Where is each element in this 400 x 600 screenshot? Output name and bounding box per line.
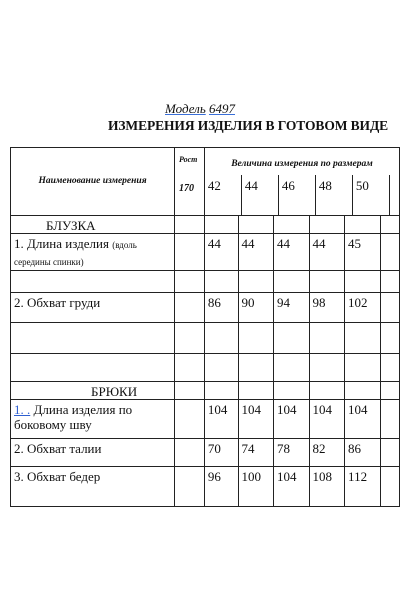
model-number: 6497 xyxy=(209,101,235,116)
table-row: 2. Обхват талии 70 74 78 82 86 xyxy=(11,439,400,467)
header-row xyxy=(11,148,400,216)
table-row-empty xyxy=(11,323,400,354)
header-values: Величина измерения по размерам xyxy=(231,159,373,169)
section-trousers: БРЮКИ xyxy=(11,382,175,400)
row-label-blouse-chest: 2. Обхват груди xyxy=(11,293,175,323)
model-caption xyxy=(0,101,400,117)
rost-value: 170 xyxy=(179,183,195,194)
model-label: Модель xyxy=(165,101,206,116)
document-title: ИЗМЕРЕНИЯ ИЗДЕЛИЯ В ГОТОВОМ ВИДЕ xyxy=(108,118,389,133)
size-48: 48 xyxy=(316,175,353,215)
table-row: 1. . Длина изделия по боковому шву 104 104 104 104 104 xyxy=(11,400,400,439)
table-row: 2. Обхват груди 86 90 94 98 102 xyxy=(11,293,400,323)
measurements-table xyxy=(10,147,400,507)
table-row: 1. Длина изделия (вдоль середины спинки) 44 44 44 44 45 xyxy=(11,234,400,271)
size-44: 44 xyxy=(242,175,279,215)
table-row-empty xyxy=(11,354,400,382)
size-46: 46 xyxy=(279,175,316,215)
row-label-trousers-length: 1. . Длина изделия по боковому шву xyxy=(11,400,175,439)
header-name: Наименование измерения xyxy=(38,176,147,186)
size-42: 42 xyxy=(205,175,242,215)
section-blouse: БЛУЗКА xyxy=(11,216,175,234)
row-label-trousers-hips: 3. Обхват бедер xyxy=(11,467,175,507)
table-row-empty xyxy=(11,271,400,293)
header-rost: Рост xyxy=(179,155,198,164)
header-name-cell xyxy=(11,148,175,216)
size-row xyxy=(205,175,399,215)
section-row-blouse xyxy=(11,216,400,234)
size-empty xyxy=(390,175,399,215)
row-label-trousers-waist: 2. Обхват талии xyxy=(11,439,175,467)
row-label-blouse-length: 1. Длина изделия (вдоль середины спинки) xyxy=(11,234,175,271)
header-values-cell xyxy=(204,148,399,216)
section-row-trousers xyxy=(11,382,400,400)
header-rost-cell xyxy=(175,148,205,216)
table-row: 3. Обхват бедер 96 100 104 108 112 xyxy=(11,467,400,507)
size-50: 50 xyxy=(353,175,390,215)
